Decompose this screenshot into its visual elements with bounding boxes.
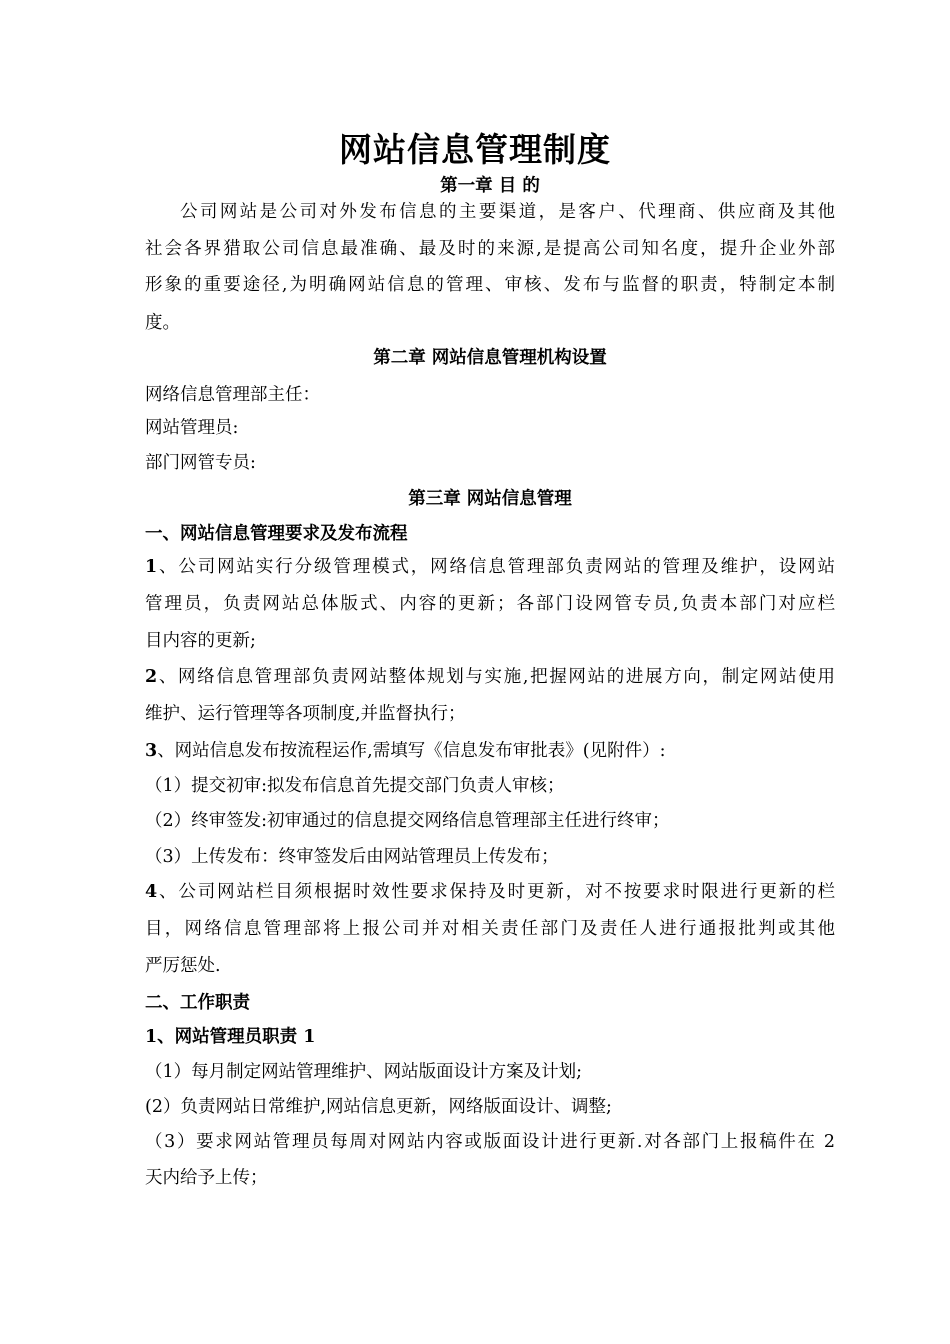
ch2-role-item: 网站管理员:: [145, 418, 239, 438]
item-number: 3: [145, 741, 158, 761]
s1-item-1-line: [145, 556, 835, 578]
section-1-heading: 一、网站信息管理要求及发布流程: [145, 524, 408, 544]
ch1-paragraph-line: 社会各界猎取公司信息最准确、最及时的来源,是提高公司知名度，提升企业外部: [145, 239, 835, 259]
item-text: 、网络信息管理部负责网站整体规划与实施,把握网站的进展方向，制定网站使用: [157, 667, 835, 687]
s1-item-4-line: 严厉惩处.: [145, 956, 221, 976]
item-number: 1: [145, 557, 158, 577]
document-title: 网站信息管理制度: [339, 130, 611, 169]
item-text: 、公司网站栏目须根据时效性要求保持及时更新，对不按要求时限进行更新的栏: [157, 882, 835, 902]
ch1-paragraph-line: 公司网站是公司对外发布信息的主要渠道，是客户、代理商、供应商及其他: [180, 202, 835, 222]
item-number: 4: [145, 882, 158, 902]
s1-item-2-line: 维护、运行管理等各项制度,并监督执行；: [145, 704, 466, 724]
duty-1-item: (2）负责网站日常维护,网站信息更新，网络版面设计、调整;: [145, 1097, 612, 1117]
ch1-paragraph-line: 度。: [145, 313, 180, 333]
s1-item-4-line: 目，网络信息管理部将上报公司并对相关责任部门及责任人进行通报批判或其他: [145, 919, 835, 939]
duty-1-item: 天内给予上传；: [145, 1168, 268, 1188]
s1-item-3-line: [145, 740, 835, 762]
item-text: 、公司网站实行分级管理模式，网络信息管理部负责网站的管理及维护，设网站: [157, 557, 835, 577]
item-text: 、网站信息发布按流程运作,需填写《信息发布审批表》(见附件）:: [157, 741, 666, 761]
ch2-role-item: 网络信息管理部主任：: [145, 385, 320, 405]
duty-1-item: （3）要求网站管理员每周对网站内容或版面设计进行更新.对各部门上报稿件在 2: [145, 1132, 835, 1152]
chapter-1-heading: 第一章 目 的: [440, 176, 540, 196]
duty-1-heading: 1、网站管理员职责 1: [145, 1027, 316, 1047]
s1-item-3-subitem: （3）上传发布：终审签发后由网站管理员上传发布；: [145, 847, 559, 867]
s1-item-1-line: 目内容的更新;: [145, 631, 256, 651]
s1-item-3-subitem: （1）提交初审:拟发布信息首先提交部门负责人审核；: [145, 776, 565, 796]
chapter-3-heading: 第三章 网站信息管理: [408, 489, 572, 509]
ch2-role-item: 部门网管专员:: [145, 453, 256, 473]
chapter-2-heading: 第二章 网站信息管理机构设置: [373, 348, 607, 368]
duty-1-item: （1）每月制定网站管理维护、网站版面设计方案及计划;: [145, 1062, 583, 1082]
s1-item-3-subitem: （2）终审签发:初审通过的信息提交网络信息管理部主任进行终审；: [145, 811, 670, 831]
item-number: 2: [145, 667, 158, 687]
s1-item-1-line: 管理员，负责网站总体版式、内容的更新；各部门设网管专员,负责本部门对应栏: [145, 594, 835, 614]
ch1-paragraph-line: 形象的重要途径,为明确网站信息的管理、审核、发布与监督的职责，特制定本制: [145, 275, 835, 295]
s1-item-4-line: [145, 881, 835, 903]
s1-item-2-line: [145, 666, 835, 688]
section-2-heading: 二、工作职责: [145, 993, 250, 1013]
